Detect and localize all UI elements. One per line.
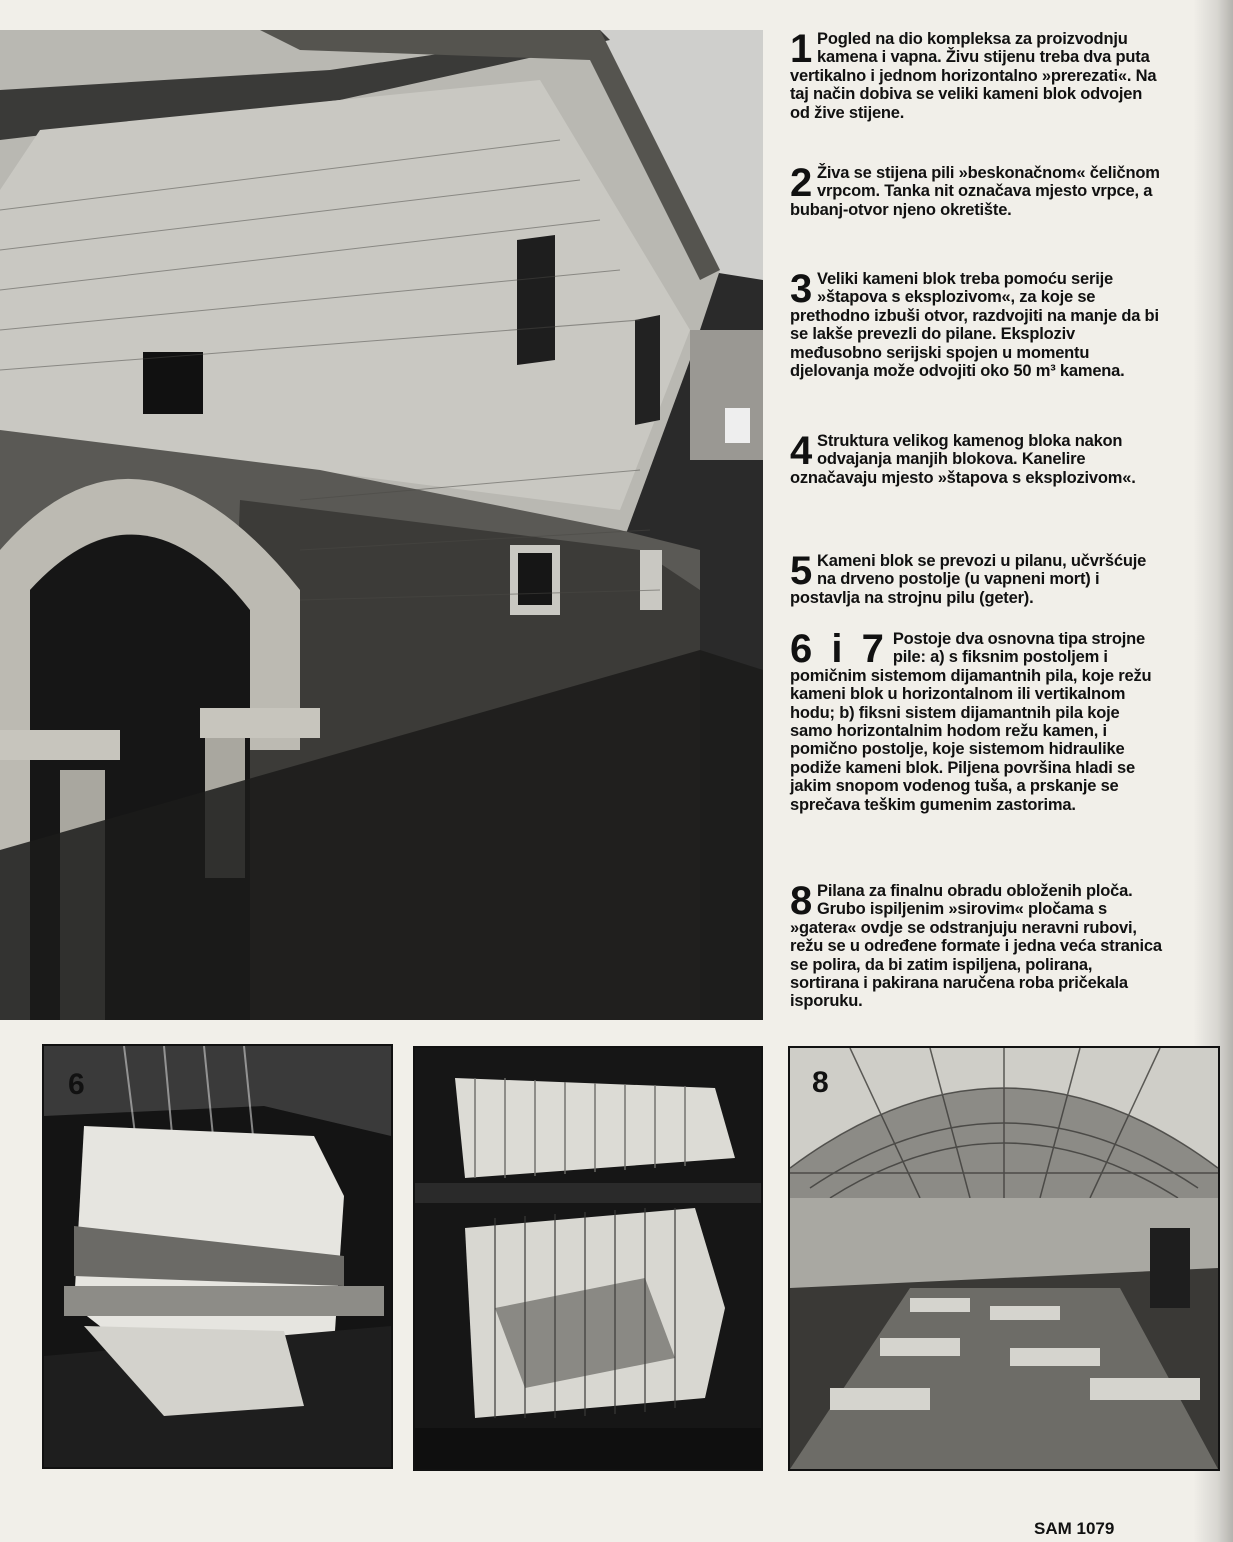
photo-7-gang-saw (413, 1046, 763, 1471)
caption-2 (790, 161, 1162, 219)
caption-4-number: 4 (790, 429, 813, 473)
caption-3-number: 3 (790, 267, 813, 311)
photo-8-label: 8 (812, 1066, 829, 1099)
caption-6-7-text: Postoje dva osnovna tipa strojne pile: a) s fiksnim postoljem i pomičnim sistemom dijamantnih pila, koje režu kameni blok u horizontalnom ili vertikalnom hodu; b) fiksni sistem dijamantnih pila koje samo horizontalnim hodom režu kamen, i pomično postolje, koje sistemom hidraulike podiže kameni blok. Piljena površina hladi se jakim snopom vodenog tuša, a prskanje se sprečava teškim gumenim zastorima. (790, 630, 1152, 814)
caption-8 (790, 879, 1162, 1011)
caption-8-number: 8 (790, 879, 813, 923)
caption-8-text: Pilana za finalnu obradu obloženih ploča. Grubo ispiljenim »sirovim« pločama s »gatera« ovdje se odstranjuju neravni rubovi, režu se u određene formate i jedna veća stranica se polira, da bi zatim ispiljena, polirana, sortirana i pakirana naručena roba pričekala isporuku. (790, 882, 1162, 1011)
caption-5-text: Kameni blok se prevozi u pilanu, učvršćuje na drveno postolje (u vapneni mort) i postavlja na strojnu pilu (geter). (790, 552, 1147, 607)
caption-5-number: 5 (790, 549, 813, 593)
caption-1 (790, 27, 1162, 122)
caption-3 (790, 267, 1162, 381)
caption-2-number: 2 (790, 161, 813, 205)
caption-3-text: Veliki kameni blok treba pomoću serije »štapova s eksplozivom«, za koje se prethodno izbuši otvor, razdvojiti na manje da bi se lakše prevezli do pilane. Eksploziv međusobno serijski spojen u momentu djelovanja može odvojiti oko 50 m³ kamena. (790, 270, 1159, 381)
caption-1-text: Pogled na dio kompleksa za proizvodnju kamena i vapna. Živu stijenu treba dva puta vertikalno i jednom horizontalno »prerezati«. Na taj način dobiva se veliki kameni blok odvojen od žive stijene. (790, 30, 1157, 122)
caption-2-text: Živa se stijena pili »beskonačnom« čeličnom vrpcom. Tanka nit označava mjesto vrpce, a bubanj-otvor njeno okretište. (790, 164, 1160, 219)
caption-6-7-number: 6 i 7 (790, 627, 888, 671)
caption-5 (790, 549, 1162, 607)
photo-8-finishing-hall (788, 1046, 1220, 1471)
caption-6-7 (790, 627, 1162, 814)
photo-6-stone-saw (42, 1044, 393, 1469)
page-footer: SAM 1079 (1034, 1519, 1115, 1538)
caption-4 (790, 429, 1162, 487)
caption-4-text: Struktura velikog kamenog bloka nakon odvajanja manjih blokova. Kanelire označavaju mjesto »štapova s eksplozivom«. (790, 432, 1136, 487)
caption-1-number: 1 (790, 27, 813, 71)
main-photo-stone-building (0, 30, 763, 1020)
photo-6-label: 6 (68, 1068, 85, 1101)
